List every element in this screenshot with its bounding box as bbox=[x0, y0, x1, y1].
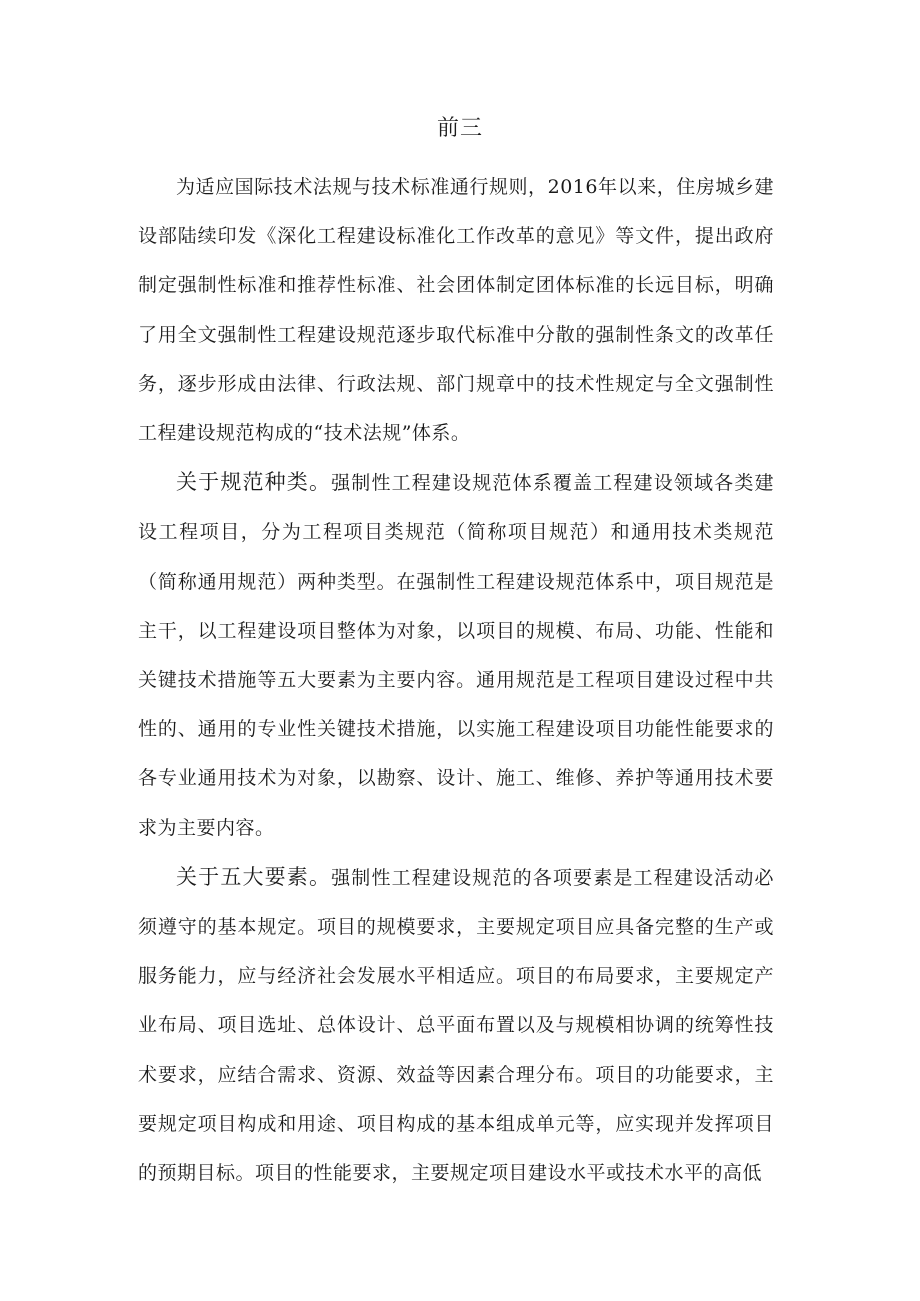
document-body bbox=[138, 162, 774, 1198]
paragraph-text: 为适应国际技术法规与技术标准通行规则，2016年以来，住房城乡建设部陆续印发《深化工程建设标准化工作改革的意见》等文件，提出政府制定强制性标准和推荐性标准、社会团体制定团体标准的长远目标，明确了用全文强制性工程建设规范逐步取代标准中分散的强制性条文的改革任务，逐步形成由法律、行政法规、部门规章中的技术性规定与全文强制性工程建设规范构成的“技术法规”体系。 bbox=[138, 176, 774, 445]
paragraph-intro bbox=[138, 162, 774, 458]
paragraph-five-elements bbox=[138, 853, 774, 1198]
paragraph-text: 强制性工程建设规范的各项要素是工程建设活动必须遵守的基本规定。项目的规模要求，主要规定项目应具备完整的生产或服务能力，应与经济社会发展水平相适应。项目的布局要求，主要规定产业布局、项目选址、总体设计、总平面布置以及与规模相协调的统筹性技术要求，应结合需求、资源、效益等因素合理分布。项目的功能要求，主要规定项目构成和用途、项目构成的基本组成单元等，应实现并发挥项目的预期目标。项目的性能要求，主要规定项目建设水平或技术水平的高低 bbox=[138, 866, 774, 1185]
paragraph-lead: 关于五大要素。 bbox=[176, 864, 332, 889]
page-title: 前三 bbox=[436, 116, 483, 141]
paragraph-spec-types bbox=[138, 458, 774, 853]
paragraph-text: 强制性工程建设规范体系覆盖工程建设领域各类建设工程项目，分为工程项目类规范（简称项目规范）和通用技术类规范（简称通用规范）两种类型。在强制性工程建设规范体系中，项目规范是主干，以工程建设项目整体为对象，以项目的规模、布局、功能、性能和关键技术措施等五大要素为主要内容。通用规范是工程项目建设过程中共性的、通用的专业性关键技术措施，以实施工程建设项目功能性能要求的各专业通用技术为对象，以勘察、设计、施工、维修、养护等通用技术要求为主要内容。 bbox=[138, 472, 774, 839]
paragraph-lead: 关于规范种类。 bbox=[176, 470, 332, 495]
